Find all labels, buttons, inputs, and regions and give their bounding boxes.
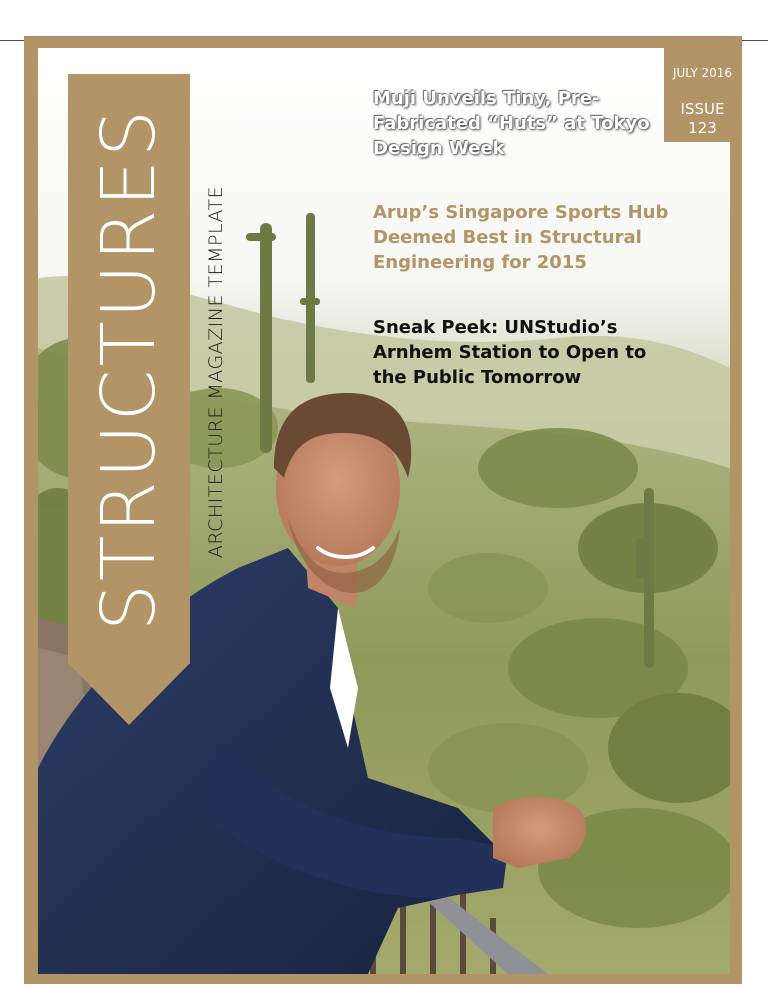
headline-line: Muji Unveils Tiny, Pre-	[373, 88, 600, 109]
masthead-title: STRUCTURES	[86, 107, 172, 631]
issue-number: 123	[688, 119, 717, 137]
masthead-tagline: ARCHITECTURE MAGAZINE TEMPLATE	[205, 185, 227, 559]
headline-line: Sneak Peek: UNStudio’s	[373, 317, 618, 338]
headline-line: the Public Tomorrow	[373, 367, 582, 388]
cover-headline-muji	[373, 86, 665, 161]
cover-headline-unstudio	[373, 315, 693, 390]
cover-headline-arup	[373, 200, 693, 275]
issue-label: ISSUE	[680, 100, 725, 118]
issue-number-block	[664, 100, 741, 138]
headline-line: Arup’s Singapore Sports Hub	[373, 202, 669, 223]
headline-line: Deemed Best in Structural	[373, 227, 642, 248]
headline-line: Fabricated “Huts” at Tokyo	[373, 113, 650, 134]
headline-line: Design Week	[373, 138, 505, 159]
headline-line: Engineering for 2015	[373, 252, 587, 273]
headline-line: Arnhem Station to Open to	[373, 342, 647, 363]
masthead-banner-point	[68, 663, 190, 725]
issue-date: JULY 2016	[672, 66, 733, 80]
